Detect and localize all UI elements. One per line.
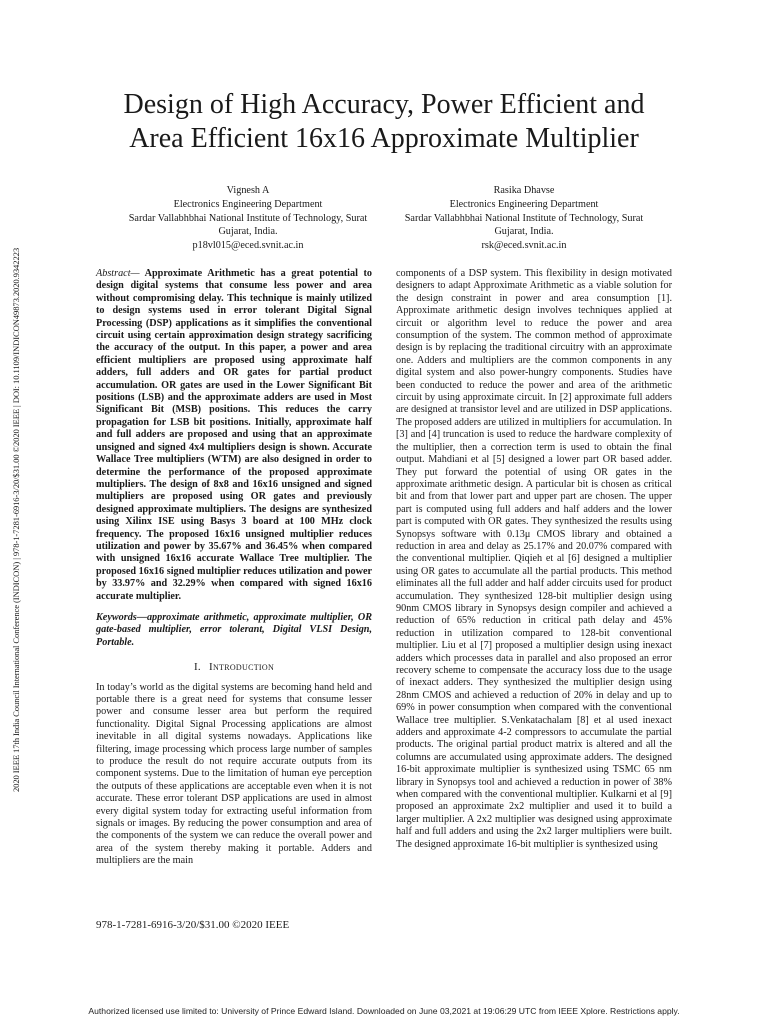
- paper-title: [60, 88, 708, 156]
- title-line-1: Design of High Accuracy, Power Efficient and: [123, 89, 645, 120]
- title-line-2: Area Efficient 16x16 Approximate Multiplier: [129, 123, 639, 154]
- abstract-label: Abstract—: [96, 268, 140, 279]
- keywords-label: Keywords—: [96, 611, 147, 623]
- author-institute: Sardar Vallabhbhai National Institute of Technology, Surat: [404, 212, 644, 224]
- author-name: Rasika Dhavse: [493, 185, 555, 196]
- abstract-body: Approximate Arithmetic has a great potential to design digital systems that consume less power and area without compromising delay. This technique is mainly utilized to design systems used in error tolerant Digital Signal Processing (DSP) applications as it simplifies the conventional circuit using certain approximation design strategy sacrificing the accuracy of the output. In this paper, a power and area efficient multipliers are proposed using approximate half adders, full adders and OR gates for partial product accumulation. OR gates are used in the Lower Significant Bit positions (LSB) and the approximate adders are used in Most Significant Bit (MSB) positions. This reduces the carry propagation for LSB bit positions. Initially, approximate half and full adders are proposed and using that an approximate unsigned and signed 4x4 multipliers design is shown. Accurate Wallace Tree multipliers (WTM) are also designed in order to determine the performance of the proposed approximate multipliers. The design of 8x8 and 16x16 unsigned and signed multipliers are proposed using OR gates and previously designed approximate multipliers. The designs are synthesized using Xilinx ISE using Basys 3 board at 100 MHz clock frequency. The proposed 16x16 unsigned multiplier reduces utilization and power by 35.67% and 36.45% when compared with unsigned 16x16 accurate Wallace Tree multiplier. The proposed 16x16 signed multiplier reduces utilization and power by 33.97% and 32.29% when compared with signed 16x16 accurate multiplier.: [96, 268, 372, 602]
- section-heading: [96, 661, 372, 673]
- keywords-body: approximate arithmetic, approximate multiplier, OR gate-based multiplier, error tolerant, Digital VLSI Design, Portable.: [96, 611, 372, 648]
- author-block-1: [98, 184, 398, 253]
- section-title: Introduction: [208, 661, 275, 674]
- right-column-text: components of a DSP system. This flexibility in design motivated designers to adapt Approximate Arithmetic as a viable solution for the design constraint in power and area consumption [1]. Approximate arithmetic design involves techniques applied at circuit or algorithm level to reduce the power and area consumption of the system. The common method of approximate design is by replacing the traditional circuitry with an approximate one. Adders and multipliers are the common components in any digital system and also power-hungry components. Studies have been conducted to reduce the power and area of the arithmetic circuit by using approximate circuit. In [2] approximate full adders are designed at transistor level and are utilized in DSP applications. The proposed adders are utilized in multipliers for accumulation. In [3] and [4] truncation is used to reduce the hardware complexity of the multiplier, then a correction term is used to obtain the final output. Mahdiani et al [5] designed a lower part OR based adder. They put forward the potential of using OR gates in the approximate arithmetic design. A particular bit is chosen as critical bit and from that lower part and upper part are chosen. The upper part is computed using full adders and half adders and the lower part is computed with OR gates. They synthesized the results using Synopsys software with 0.13μ CMOS library and obtained a reduction in area and delay as 25.17% and 20.07% compared with the conventional multiplier. Qiqieh et al [6] designed a multiplier using OR gates to accumulate all the partial products. This method eliminates all the full adder and half adder circuits used for product accumulation. They synthesized 128-bit multiplier design using 90nm CMOS library in Synopsys design compiler and achieved a reduction of 65% reduction in critical path delay and 45% reduction in utilization compared to 128-bit conventional multiplier. Liu et al [7] proposed a multiplier design using inexact adders which processes data in parallel and also proposed an error recovery scheme to compensate the accuracy loss due to the usage of inexact adders. They synthesized the multiplier design using 28nm CMOS and achieved a reduction of 20% in delay and up to 69% in power consumption when compared with the conventional Wallace tree multiplier. S.Venkatachalam [8] et al used inexact adders and approximate 4-2 compressors to accumulate the partial products. The original partial product matrix is altered and all the columns are accumulated using approximate adders. The designed 16-bit approximate multiplier is synthesized using TSMC 65 nm library in Synopsys tool and achieved a reduction in power of 38% when compared with the conventional multiplier. Kulkarni et al [9] proposed an approximate 2x2 multiplier and used it to build a larger multiplier. A 2x2 multiplier was designed using approximate half and full adders and using the 2x2 larger multipliers were built. The designed approximate 16-bit multiplier is synthesized using: [396, 268, 672, 850]
- license-footer: Authorized licensed use limited to: University of Prince Edward Island. Downloaded on June 03,2021 at 19:06:29 UTC from IEEE Xplore. Restrictions apply.: [88, 1006, 680, 1016]
- author-institute: Sardar Vallabhbhai National Institute of Technology, Surat: [128, 212, 368, 224]
- author-location: Gujarat, India.: [494, 226, 554, 238]
- side-doi-text: 2020 IEEE 17th India Council International Conference (INDICON) | 978-1-7281-6916-3/20/$31.00 ©2020 IEEE | DOI: 10.1109/INDICON49873.2020.9342223: [11, 247, 21, 793]
- left-column: [96, 268, 372, 868]
- author-location: Gujarat, India.: [218, 226, 278, 238]
- right-column: [396, 268, 672, 851]
- abstract: [96, 268, 372, 603]
- author-department: Electronics Engineering Department: [449, 198, 599, 210]
- section-number: I.: [193, 661, 201, 674]
- author-name: Vignesh A: [226, 185, 270, 196]
- intro-paragraph: In today’s world as the digital systems are becoming hand held and portable there is a great need for systems that consume lesser power and consume lesser area but perform the required functionality. Digital Signal Processing applications are almost inevitable in all digital systems nowadays. Applications like filtering, image processing which process large number of samples to produce the result do not require accurate outputs from its component systems. Due to the limitation of human eye perception the outputs of these applications are acceptable even when it is not accurate. These error tolerant DSP applications are used in almost every digital system today for extracting useful information from signals or images. By reducing the power consumption and area of the components of the system we can reduce the overall power and area of the system thereby making it portable. Adders and multipliers are the main: [96, 681, 372, 867]
- author-email: p18vl015@eced.svnit.ac.in: [192, 240, 304, 252]
- keywords: [96, 612, 372, 649]
- author-department: Electronics Engineering Department: [173, 198, 323, 210]
- author-email: rsk@eced.svnit.ac.in: [481, 240, 567, 252]
- side-doi-strip: [8, 180, 24, 860]
- author-block-2: [374, 184, 674, 253]
- copyright-notice: 978-1-7281-6916-3/20/$31.00 ©2020 IEEE: [96, 919, 290, 931]
